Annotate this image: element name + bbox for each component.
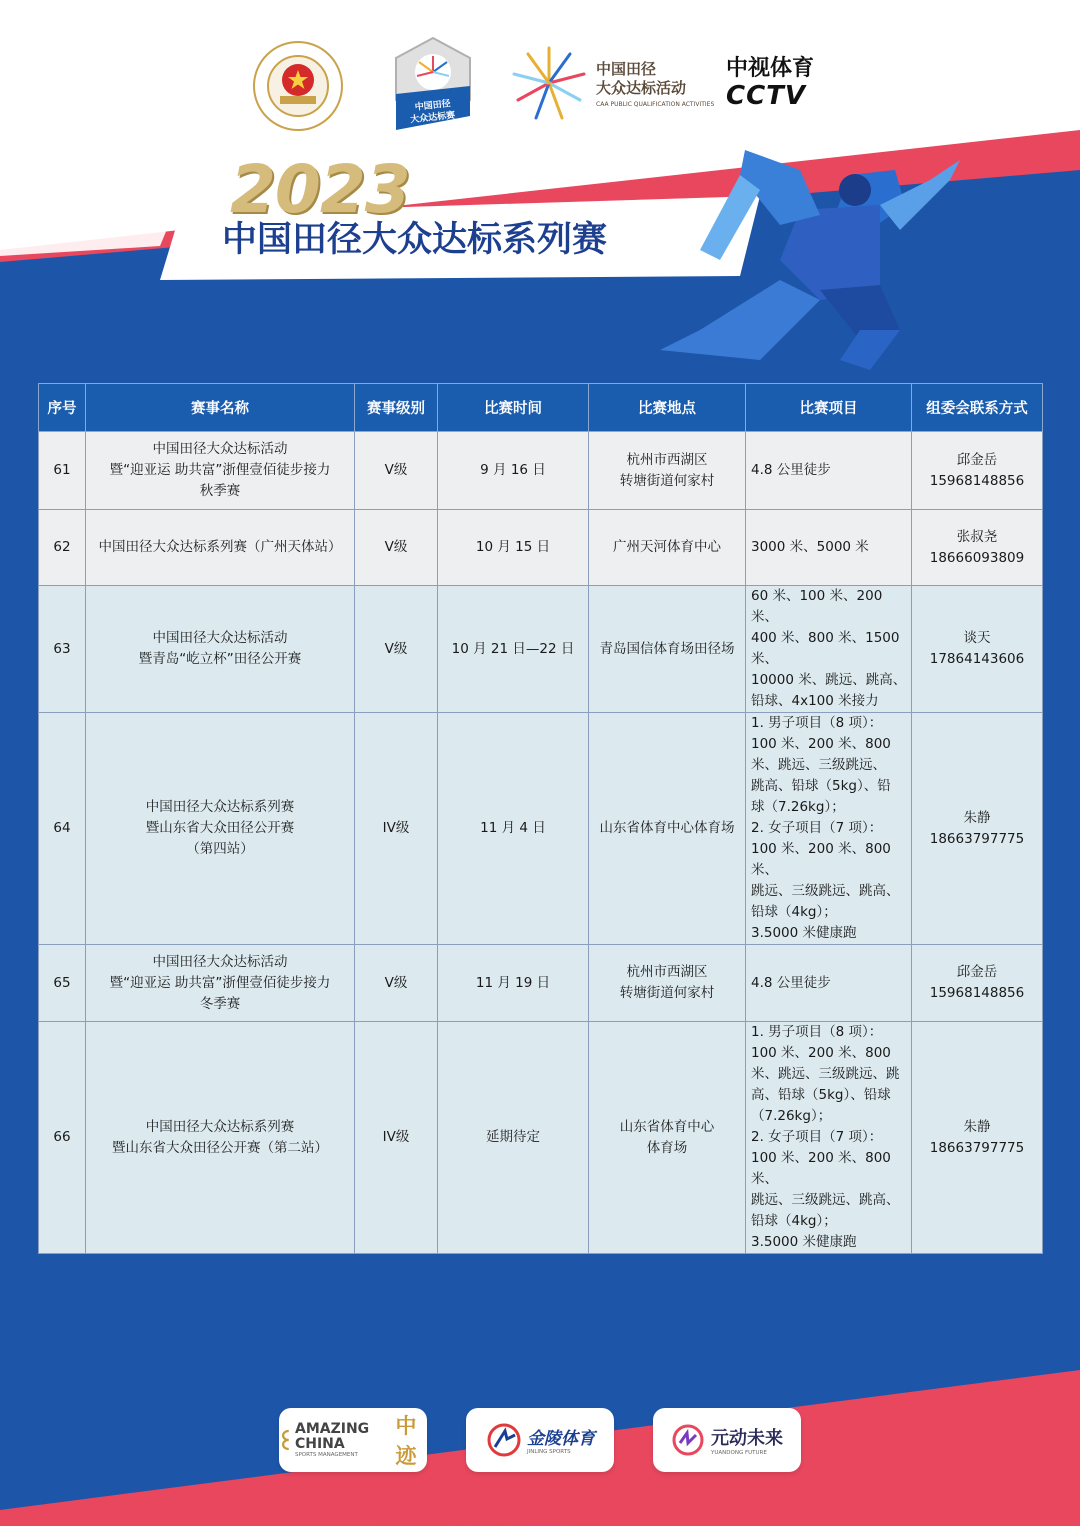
cell-name: 中国田径大众达标活动 暨“迎亚运 助共富”浙俚壹佰徒步接力 冬季赛 [86,945,355,1022]
schedule-table [38,383,1043,1254]
cell-level: IV级 [355,1022,438,1254]
jinling-icon [485,1423,523,1457]
cell-date: 11 月 19 日 [438,945,589,1022]
cell-contact: 邱金岳 15968148856 [912,945,1043,1022]
table-row [39,586,1043,713]
amazing-china-icon [279,1425,291,1455]
header-date: 比赛时间 [438,384,589,432]
cell-date: 延期待定 [438,1022,589,1254]
header-events: 比赛项目 [746,384,912,432]
cell-events: 1. 男子项目（8 项）： 100 米、200 米、800 米、跳远、三级跳远、 跳高、铅球（5kg）、铅 球（7.26kg）； 2. 女子项目（7 项）： 100 米、200 米、800 米、 跳远、三级跳远、跳高、 铅球（4kg）； 3.5000 米健康跑 [746,713,912,945]
header-no: 序号 [39,384,86,432]
cell-venue: 青岛国信体育场田径场 [589,586,746,713]
sponsor-amazing-china [279,1408,427,1472]
cell-no: 61 [39,432,86,510]
public-activity-line1: 中国田径 [596,60,657,78]
cell-level: V级 [355,945,438,1022]
table-row [39,1022,1043,1254]
table-row [39,432,1043,510]
header-name: 赛事名称 [86,384,355,432]
cell-contact: 邱金岳 15968148856 [912,432,1043,510]
cell-venue: 山东省体育中心 体育场 [589,1022,746,1254]
cell-events: 3000 米、5000 米 [746,510,912,586]
sponsor-3-sub: YUANDONG FUTURE [711,1449,767,1456]
cell-date: 9 月 16 日 [438,432,589,510]
cell-level: V级 [355,510,438,586]
cell-events: 1. 男子项目（8 项）： 100 米、200 米、800 米、跳远、三级跳远、跳 高、铅球（5kg）、铅球 （7.26kg）； 2. 女子项目（7 项）： 100 米、200 米、800 米、 跳远、三级跳远、跳高、 铅球（4kg）； 3.5000 米健康跑 [746,1022,912,1254]
sponsor-yuandong [653,1408,801,1472]
banner-year: 2023 [230,151,410,228]
sponsor-1-name: AMAZING CHINA [294,1420,370,1452]
cctv-logo [726,54,826,110]
cell-level: V级 [355,586,438,713]
public-activity-line2: 大众达标活动 [596,79,687,97]
sponsor-1-cn: 中迹 [395,1413,417,1468]
sponsor-2-name: 金陵体育 [527,1429,595,1449]
header-contact: 组委会联系方式 [912,384,1043,432]
sponsor-3-name: 元动未来 [711,1427,783,1449]
public-activity-text [596,60,716,109]
table-row [39,510,1043,586]
cell-name: 中国田径大众达标活动 暨“迎亚运 助共富”浙俚壹佰徒步接力 秋季赛 [86,432,355,510]
competition-badge-logo [392,36,474,136]
caa-logo [252,40,344,132]
cell-contact: 张叔尧 18666093809 [912,510,1043,586]
cell-venue: 山东省体育中心体育场 [589,713,746,945]
cell-name: 中国田径大众达标系列赛 暨山东省大众田径公开赛 （第四站） [86,713,355,945]
svg-text:大众达标赛: 大众达标赛 [409,110,456,126]
cell-no: 66 [39,1022,86,1254]
table-header-row [39,384,1043,432]
cell-contact: 朱静 18663797775 [912,713,1043,945]
cell-venue: 广州天河体育中心 [589,510,746,586]
cell-contact: 朱静 18663797775 [912,1022,1043,1254]
cell-name: 中国田径大众达标系列赛 暨山东省大众田径公开赛（第二站） [86,1022,355,1254]
cell-events: 4.8 公里徒步 [746,945,912,1022]
cell-name: 中国田径大众达标系列赛（广州天体站） [86,510,355,586]
cctv-line1: 中视体育 [726,55,815,81]
cell-name: 中国田径大众达标活动 暨青岛“屹立杯”田径公开赛 [86,586,355,713]
cell-date: 10 月 15 日 [438,510,589,586]
cell-no: 65 [39,945,86,1022]
cell-level: IV级 [355,713,438,945]
sponsor-1-sub: SPORTS MANAGEMENT [294,1451,358,1458]
sponsor-jinling [466,1408,614,1472]
cell-venue: 杭州市西湖区 转塘街道何家村 [589,945,746,1022]
cell-date: 11 月 4 日 [438,713,589,945]
cell-venue: 杭州市西湖区 转塘街道何家村 [589,432,746,510]
cell-events: 4.8 公里徒步 [746,432,912,510]
banner-title: 中国田径大众达标系列赛 [222,220,608,260]
sponsor-2-sub: JINLING SPORTS [527,1449,571,1455]
yuandong-icon [671,1423,705,1457]
header-venue: 比赛地点 [589,384,746,432]
cell-no: 63 [39,586,86,713]
cctv-line2: CCTV [726,81,807,111]
cell-events: 60 米、100 米、200 米、 400 米、800 米、1500 米、 10000 米、跳远、跳高、 铅球、4x100 米接力 [746,586,912,713]
cell-no: 62 [39,510,86,586]
public-activity-burst-logo [510,44,588,122]
cell-date: 10 月 21 日—22 日 [438,586,589,713]
header [0,0,1080,382]
public-activity-line3: CAA PUBLIC QUALIFICATION ACTIVITIES [596,101,715,108]
header-level: 赛事级别 [355,384,438,432]
table-row [39,945,1043,1022]
svg-text:中国田径: 中国田径 [414,99,452,113]
cell-no: 64 [39,713,86,945]
table-row [39,713,1043,945]
cell-level: V级 [355,432,438,510]
cell-contact: 谈天 17864143606 [912,586,1043,713]
